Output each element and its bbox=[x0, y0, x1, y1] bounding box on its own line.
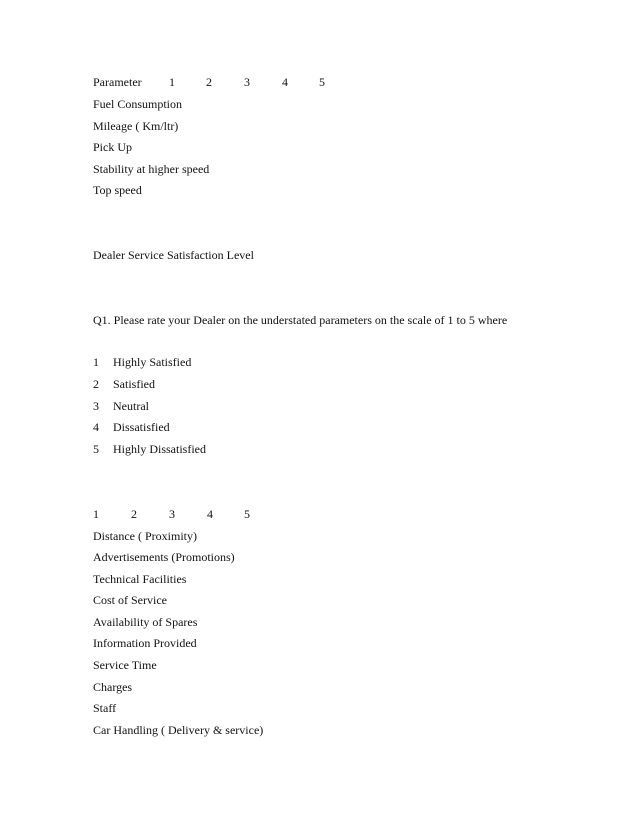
legend-text: Dissatisfied bbox=[113, 420, 170, 434]
dealer-row-label: Staff bbox=[93, 701, 117, 715]
vehicle-row-label: Top speed bbox=[93, 183, 142, 197]
scale-label-1: 1 bbox=[93, 507, 99, 521]
legend-text: Neutral bbox=[113, 399, 149, 413]
vehicle-row-label: Stability at higher speed bbox=[93, 162, 210, 176]
dealer-row-label: Advertisements (Promotions) bbox=[93, 550, 235, 564]
dealer-row-label: Cost of Service bbox=[93, 593, 167, 607]
vehicle-row-label: Pick Up bbox=[93, 140, 132, 154]
legend-text: Highly Satisfied bbox=[113, 355, 192, 369]
legend-number: 3 bbox=[93, 399, 99, 413]
legend-number: 4 bbox=[93, 420, 99, 434]
dealer-row-label: Car Handling ( Delivery & service) bbox=[93, 723, 264, 737]
scale-label-5: 5 bbox=[244, 507, 250, 521]
dealer-row-label: Technical Facilities bbox=[93, 572, 187, 586]
scale-label-4: 4 bbox=[207, 507, 213, 521]
vehicle-row-label: Mileage ( Km/ltr) bbox=[93, 119, 179, 133]
dealer-row-label: Information Provided bbox=[93, 636, 197, 650]
scale-label-1: 1 bbox=[169, 75, 175, 89]
scale-label-4: 4 bbox=[282, 75, 288, 89]
legend-number: 2 bbox=[93, 377, 99, 391]
dealer-row-label: Charges bbox=[93, 680, 133, 694]
vehicle-row-label: Fuel Consumption bbox=[93, 97, 183, 111]
scale-label-3: 3 bbox=[169, 507, 175, 521]
scale-label-5: 5 bbox=[319, 75, 325, 89]
legend-text: Satisfied bbox=[113, 377, 155, 391]
legend-number: 5 bbox=[93, 442, 99, 456]
dealer-row-label: Service Time bbox=[93, 658, 157, 672]
question-text: Q1. Please rate your Dealer on the understated parameters on the scale of 1 to 5 where bbox=[93, 313, 508, 327]
dealer-row-label: Distance ( Proximity) bbox=[93, 529, 197, 543]
scale-label-2: 2 bbox=[131, 507, 137, 521]
section-title: Dealer Service Satisfaction Level bbox=[93, 248, 254, 262]
legend-number: 1 bbox=[93, 355, 99, 369]
legend-text: Highly Dissatisfied bbox=[113, 442, 206, 456]
dealer-row-label: Availability of Spares bbox=[93, 615, 198, 629]
scale-label-3: 3 bbox=[244, 75, 250, 89]
scale-label-2: 2 bbox=[206, 75, 212, 89]
vehicle-table-header bbox=[93, 75, 393, 89]
dealer-table-header bbox=[93, 507, 293, 521]
parameter-header-label: Parameter bbox=[93, 75, 142, 89]
